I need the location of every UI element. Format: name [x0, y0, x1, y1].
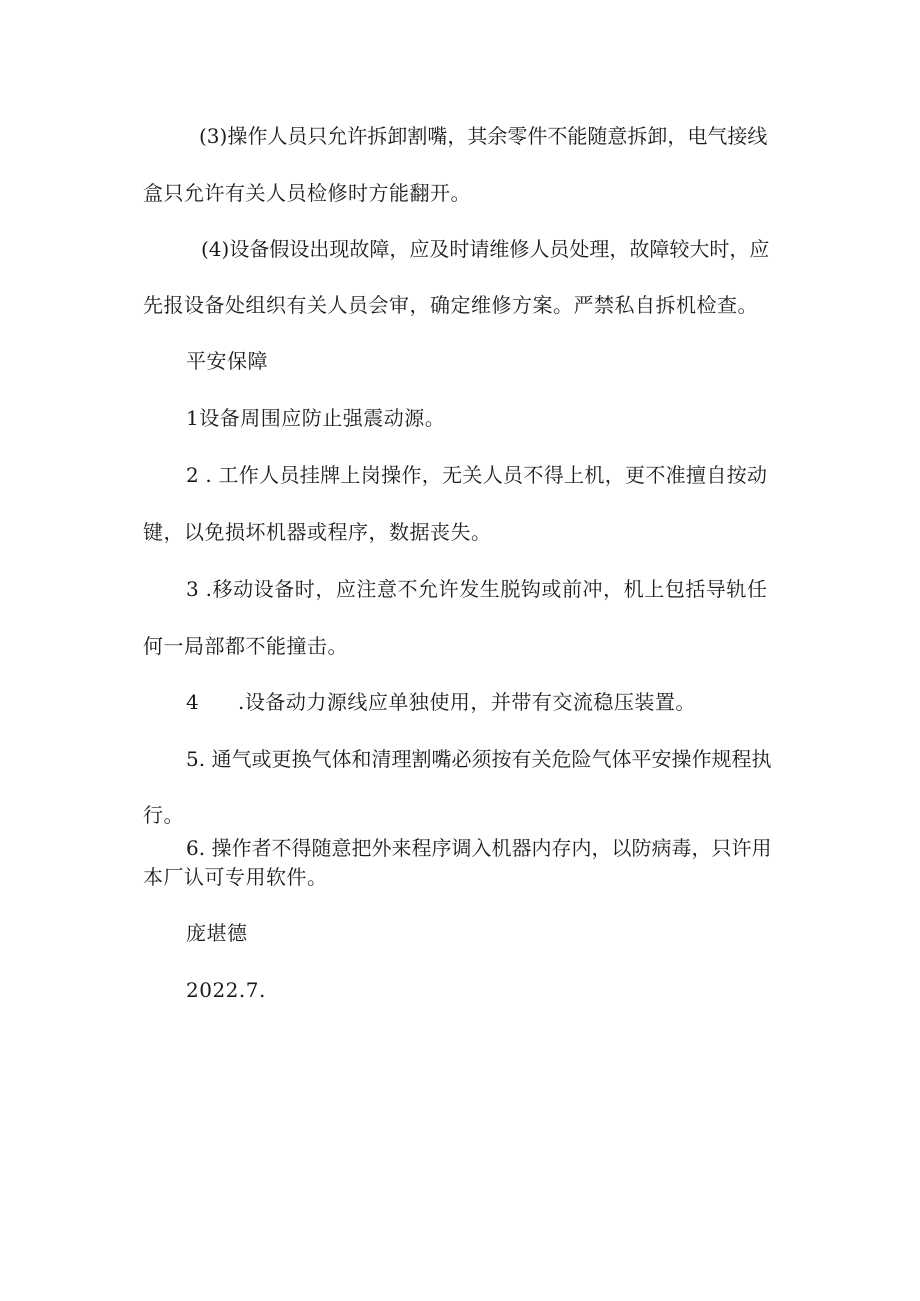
item-5-line-2: 行。	[143, 803, 184, 827]
signature-name: 庞堪德	[186, 921, 248, 945]
item-4-text: .设备动力源线应单独使用，并带有交流稳压装置。	[238, 690, 696, 714]
item-2-line-1: 2 . 工作人员挂牌上岗操作，无关人员不得上机，更不准擅自按动	[186, 463, 767, 487]
item-6-line-2: 本厂认可专用软件。	[143, 865, 328, 889]
paragraph-4-line-1: (4)设备假设出现故障，应及时请维修人员处理，故障较大时，应	[201, 237, 770, 261]
item-3-line-2: 何一局部都不能撞击。	[143, 634, 348, 658]
signature-date: 2022.7.	[186, 978, 266, 1002]
paragraph-4-line-2: 先报设备处组织有关人员会审，确定维修方案。严禁私自拆机检查。	[143, 293, 758, 317]
item-4-number: 4	[186, 690, 200, 714]
item-5-line-1: 5. 通气或更换气体和清理割嘴必须按有关危险气体平安操作规程执	[186, 747, 772, 771]
item-3-line-1: 3 .移动设备时，应注意不允许发生脱钩或前冲，机上包括导轨任	[186, 577, 767, 601]
paragraph-3-line-1: (3)操作人员只允许拆卸割嘴，其余零件不能随意拆卸，电气接线	[199, 124, 768, 148]
item-6-line-1: 6. 操作者不得随意把外来程序调入机器内存内，以防病毒，只许用	[186, 836, 772, 860]
item-1-line-1: 1设备周围应防止强震动源。	[186, 406, 446, 430]
paragraph-3-line-2: 盒只允许有关人员检修时方能翻开。	[143, 181, 471, 205]
section-heading: 平安保障	[186, 349, 268, 373]
item-2-line-2: 键，以免损坏机器或程序，数据丧失。	[143, 520, 492, 544]
